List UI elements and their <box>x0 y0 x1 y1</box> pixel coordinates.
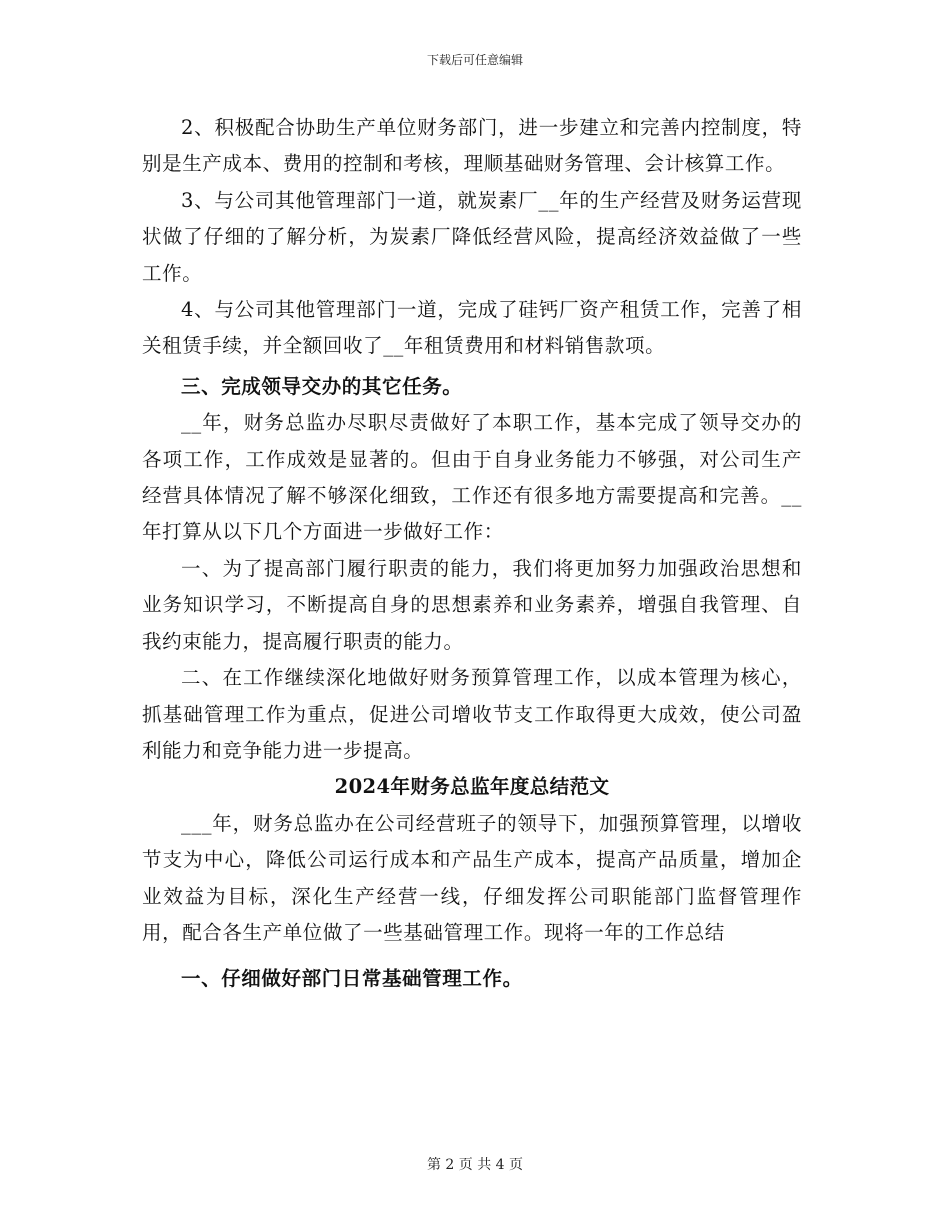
document-body <box>142 110 802 998</box>
paragraph-item-3: 3、与公司其他管理部门一道，就炭素厂__年的生产经营及财务运营现状做了仔细的了解分析，为炭素厂降低经营风险，提高经济效益做了一些工作。 <box>142 188 802 285</box>
paragraph-plan-2: 二、在工作继续深化地做好财务预算管理工作，以成本管理为核心，抓基础管理工作为重点，促进公司增收节支工作取得更大成效，使公司盈利能力和竞争能力进一步提高。 <box>142 666 802 762</box>
page-header: 下载后可任意编辑 <box>426 53 523 67</box>
paragraph-intro: ___年，财务总监办在公司经营班子的领导下，加强预算管理，以增收节支为中心，降低公司运行成本和产品生产成本，提高产品质量，增加企业效益为目标，深化生产经营一线，仔细发挥公司职能部门监督管理作用，配合各生产单位做了一些基础管理工作。现将一年的工作总结 <box>142 811 802 944</box>
page-footer: 第 2 页 共 4 页 <box>426 1157 524 1173</box>
paragraph-item-2: 2、积极配合协助生产单位财务部门，进一步建立和完善内控制度，特别是生产成本、费用的控制和考核，理顺基础财务管理、会计核算工作。 <box>142 116 802 176</box>
section-heading-1: 一、仔细做好部门日常基础管理工作。 <box>181 967 523 991</box>
section-heading-3: 三、完成领导交办的其它任务。 <box>181 374 463 398</box>
paragraph-plan-1: 一、为了提高部门履行职责的能力，我们将更加努力加强政治思想和业务知识学习，不断提高自身的思想素养和业务素养，增强自我管理、自我约束能力，提高履行职责的能力。 <box>142 556 802 653</box>
paragraph-item-4: 4、与公司其他管理部门一道，完成了硅钙厂资产租赁工作，完善了相关租赁手续，并全额回收了__年租赁费用和材料销售款项。 <box>142 298 802 358</box>
document-title: 2024年财务总监年度总结范文 <box>334 775 610 799</box>
paragraph-summary: __年，财务总监办尽职尽责做好了本职工作，基本完成了领导交办的各项工作，工作成效是显著的。但由于自身业务能力不够强，对公司生产经营具体情况了解不够深化细致，工作还有很多地方需要提高和完善。__年打算从以下几个方面进一步做好工作： <box>142 411 802 544</box>
